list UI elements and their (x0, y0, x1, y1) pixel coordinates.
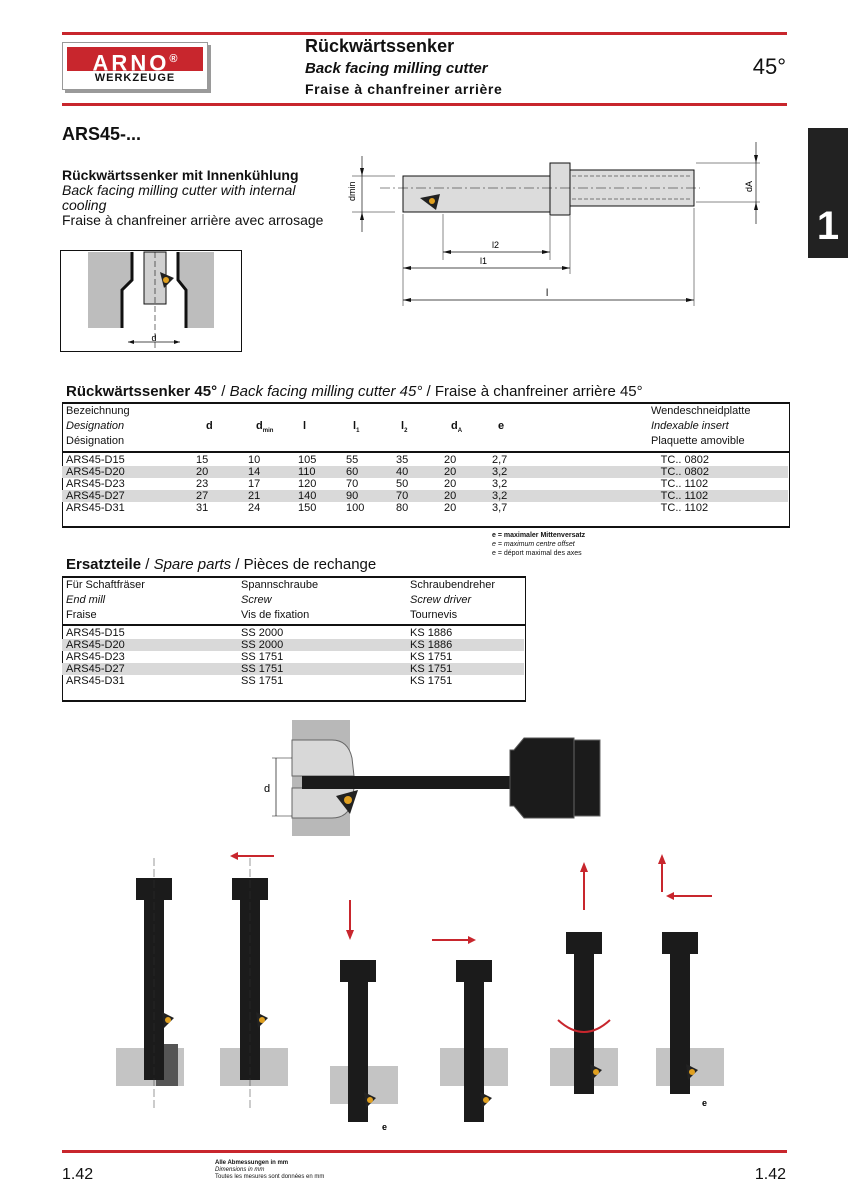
header-title-fr: Fraise à chanfreiner arrière (305, 81, 503, 97)
cell-dA: 20 (440, 490, 488, 502)
cell-dmin: 24 (248, 502, 261, 514)
header-top-rule (62, 32, 787, 35)
step-6-retract (656, 854, 724, 1108)
cell-e: 2,7 (492, 454, 508, 466)
header-title-en: Back facing milling cutter (305, 60, 488, 77)
spare-col-mill: Für Schaftfräser End mill Fraise (66, 579, 145, 621)
main-table-header: Bezeichnung Designation Désignation (66, 405, 130, 447)
step-6-label-e: e (702, 1098, 708, 1108)
cell-driver: KS 1751 (410, 675, 453, 687)
main-table-title: Rückwärtssenker 45° / Back facing milling cutter 45° / Fraise à chanfreiner arrière 45° (66, 383, 643, 400)
cell-spacer (638, 490, 657, 502)
col-header-d: d (206, 420, 213, 432)
spare-table-title: Ersatzteile / Spare parts / Pièces de rechange (66, 556, 377, 573)
cell-d: 27 (192, 490, 244, 502)
cell-e: 3,7 (492, 502, 508, 514)
cell-driver: KS 1886 (406, 639, 524, 651)
desc-fr: Fraise à chanfreiner arrière avec arrosage (62, 212, 324, 228)
col-header-l: l (303, 420, 307, 432)
cell-screw: SS 2000 (237, 639, 406, 651)
cell-driver: KS 1886 (410, 627, 453, 639)
col-header-l1: $l_1$ (353, 420, 360, 435)
main-table-header-rule (62, 451, 789, 453)
cell-insert: TC.. 1102 (660, 478, 709, 490)
insert-detail-drawing (60, 250, 242, 352)
table-row (62, 454, 788, 466)
cell-l2: 40 (392, 466, 440, 478)
cell-dA: 20 (440, 466, 488, 478)
cell-l1: 60 (342, 466, 392, 478)
cell-designation: ARS45-D27 (62, 490, 192, 502)
cell-dA: 20 (444, 454, 457, 466)
cell-screw: SS 1751 (241, 651, 284, 663)
table-row (62, 627, 524, 639)
process-sequence-illustration (110, 848, 730, 1138)
page-number-left: 1.42 (62, 1166, 94, 1183)
cell-d: 31 (196, 502, 209, 514)
cell-l1: 55 (346, 454, 359, 466)
cell-dA: 20 (444, 478, 457, 490)
cell-insert: TC.. 0802 (657, 466, 788, 478)
table-row (62, 675, 524, 687)
cell-screw: SS 1751 (241, 675, 284, 687)
cell-driver: KS 1751 (410, 651, 453, 663)
cell-dmin: 10 (248, 454, 261, 466)
cell-designation: ARS45-D20 (62, 466, 192, 478)
spare-col-driver: Schraubendreher Screw driver Tournevis (410, 579, 496, 621)
table-row (62, 466, 788, 478)
cell-l: 110 (294, 466, 342, 478)
cell-l: 105 (298, 454, 317, 466)
cell-insert: TC.. 1102 (660, 502, 709, 514)
cell-mill: ARS45-D20 (62, 639, 237, 651)
cell-dmin: 14 (244, 466, 294, 478)
cell-l1: 90 (342, 490, 392, 502)
step-5-back-chamfer (550, 862, 618, 1094)
cell-spacer (638, 466, 657, 478)
cell-mill: ARS45-D27 (62, 663, 237, 675)
col-header-insert: Wendeschneidplatte Indexable insert Plaquette amovible (651, 405, 751, 447)
cell-designation: ARS45-D23 (66, 478, 125, 490)
step-3-plunge (330, 900, 398, 1132)
spare-table (62, 627, 524, 687)
cell-insert: TC.. 1102 (657, 490, 788, 502)
cell-spacer (638, 478, 657, 490)
table-row (62, 502, 788, 514)
cell-d: 23 (196, 478, 209, 490)
desc-de: Rückwärtssenker mit Innenkühlung (62, 167, 299, 183)
col-header-dA: $d_A$ (451, 420, 463, 435)
cell-e: 3,2 (488, 490, 638, 502)
desc-en: Back facing milling cutter with internal cooling (62, 182, 296, 213)
cell-mill: ARS45-D31 (66, 675, 125, 687)
cell-mill: ARS45-D23 (66, 651, 125, 663)
arno-logo (62, 42, 208, 90)
detail-label-d: d (151, 333, 157, 343)
cell-mill: ARS45-D15 (66, 627, 125, 639)
cell-dmin: 17 (248, 478, 261, 490)
cell-designation: ARS45-D31 (66, 502, 125, 514)
cell-spacer (638, 502, 657, 514)
dim-label-l: l (546, 288, 549, 299)
product-code: ARS45-... (62, 124, 142, 144)
cell-screw: SS 2000 (241, 627, 284, 639)
table-row (62, 651, 524, 663)
table-row (62, 478, 788, 490)
spare-col-screw: Spannschraube Screw Vis de fixation (241, 579, 319, 621)
col-header-e: e (498, 420, 505, 432)
illustration-label-d: d (264, 783, 271, 795)
table-row (62, 663, 524, 675)
table-row (62, 639, 524, 651)
step-2-centre-offset (220, 852, 288, 1108)
spare-table-header-rule (62, 624, 525, 626)
tool-in-workpiece-illustration (262, 718, 602, 838)
cell-screw: SS 1751 (237, 663, 406, 675)
logo-wordmark: ARNO® (67, 47, 203, 71)
cell-l2: 70 (392, 490, 440, 502)
cell-l: 140 (294, 490, 342, 502)
page-number-right: 1.42 (754, 1166, 786, 1183)
dimensions-note: Alle Abmessungen in mm Dimensions in mm Toutes les mesures sont données en mm (215, 1160, 325, 1180)
footer-rule (62, 1150, 787, 1153)
cell-designation: ARS45-D15 (66, 454, 125, 466)
col-header-dmin: $d_{min}$ (256, 420, 274, 435)
cell-dA: 20 (444, 502, 457, 514)
header-angle: 45° (752, 54, 786, 79)
dim-label-dmin: dmin (347, 181, 357, 201)
cell-l: 120 (298, 478, 317, 490)
product-description (62, 168, 332, 228)
cell-d: 20 (192, 466, 244, 478)
cell-insert: TC.. 0802 (660, 454, 709, 466)
col-header-l2: $l_2$ (401, 420, 408, 435)
header-title-de: Rückwärtssenker (305, 36, 455, 56)
tool-technical-drawing (340, 136, 780, 308)
cell-l2: 35 (396, 454, 409, 466)
logo-subtitle: WERKZEUGE (94, 72, 176, 84)
main-table (62, 454, 788, 514)
step-4-offset-back (432, 936, 508, 1122)
cell-dmin: 21 (244, 490, 294, 502)
step-3-label-e: e (382, 1122, 388, 1132)
cell-l: 150 (298, 502, 317, 514)
cell-spacer (638, 454, 657, 466)
dim-label-dA: dA (744, 180, 754, 192)
dim-label-l2: l2 (492, 240, 500, 250)
cell-e: 3,2 (488, 466, 638, 478)
cell-l2: 50 (396, 478, 409, 490)
cell-l2: 80 (396, 502, 409, 514)
cell-l1: 70 (346, 478, 359, 490)
cell-l1: 100 (346, 502, 365, 514)
dim-label-l1: l1 (480, 256, 488, 266)
step-1-position (116, 858, 184, 1108)
chapter-tab[interactable]: 1 (808, 128, 848, 258)
offset-footnote: e = maximaler Mittenversatz e = maximum centre offset e = déport maximal des axes (492, 532, 586, 557)
table-row (62, 490, 788, 502)
cell-d: 15 (196, 454, 209, 466)
cell-driver: KS 1751 (406, 663, 524, 675)
header-bottom-rule (62, 103, 787, 106)
cell-e: 3,2 (492, 478, 508, 490)
